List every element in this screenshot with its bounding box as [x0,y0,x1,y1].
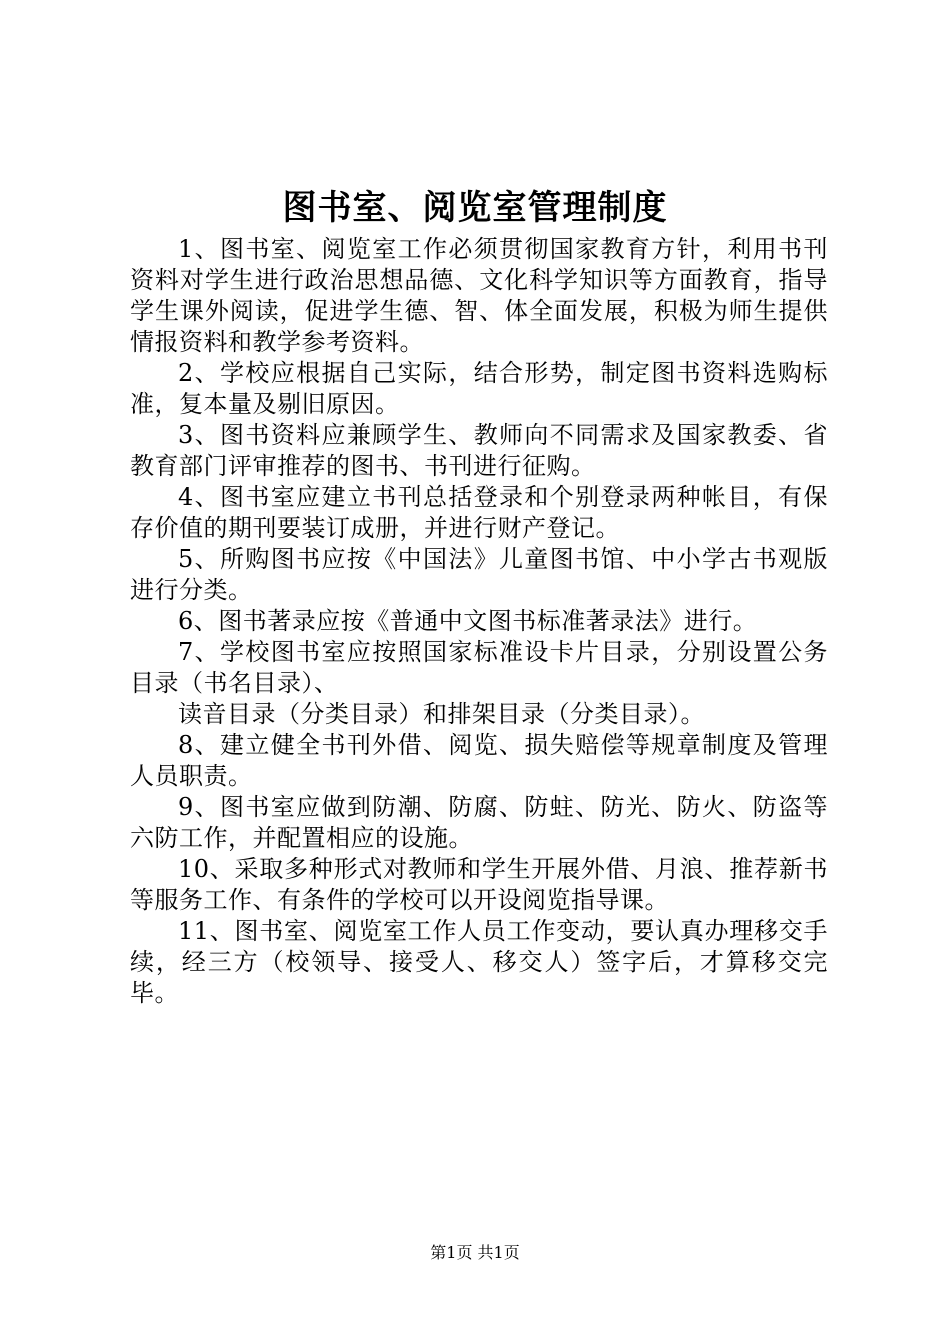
paragraph-8: 8、建立健全书刊外借、阅览、损失赔偿等规章制度及管理人员职责。 [130,731,828,790]
paragraph-1: 1、图书室、阅览室工作必须贯彻国家教育方针，利用书刊资料对学生进行政治思想品德、文化科学知识等方面教育，指导学生课外阅读，促进学生德、智、体全面发展，积极为师生提供情报资料和教学参考资料。 [130,235,828,356]
paragraph-4: 4、图书室应建立书刊总括登录和个别登录两种帐目，有保存价值的期刊要装订成册，并进行财产登记。 [130,483,828,542]
paragraph-2: 2、学校应根据自己实际，结合形势，制定图书资料选购标准，复本量及剔旧原因。 [130,359,828,418]
document-body [130,234,828,1009]
paragraph-11: 11、图书室、阅览室工作人员工作变动，要认真办理移交手续，经三方（校领导、接受人、移交人）签字后，才算移交完毕。 [130,917,828,1007]
paragraph-3: 3、图书资料应兼顾学生、教师向不同需求及国家教委、省教育部门评审推荐的图书、书刊进行征购。 [130,421,828,480]
paragraph-6: 6、图书著录应按《普通中文图书标准著录法》进行。 [178,607,758,635]
page-footer: 第1页 共1页 [430,1243,520,1262]
paragraph-9: 9、图书室应做到防潮、防腐、防蛀、防光、防火、防盗等六防工作，并配置相应的设施。 [130,793,828,852]
paragraph-7: 7、学校图书室应按照国家标准设卡片目录，分别设置公务目录（书名目录）、 [130,638,828,697]
paragraph-5: 5、所购图书应按《中国法》儿童图书馆、中小学古书观版进行分类。 [130,545,828,604]
paragraph-10: 10、采取多种形式对教师和学生开展外借、月浪、推荐新书等服务工作、有条件的学校可以开设阅览指导课。 [130,855,828,914]
document-title: 图书室、阅览室管理制度 [282,188,668,228]
paragraph-7-continued: 读音目录（分类目录）和排架目录（分类目录）。 [178,700,705,728]
